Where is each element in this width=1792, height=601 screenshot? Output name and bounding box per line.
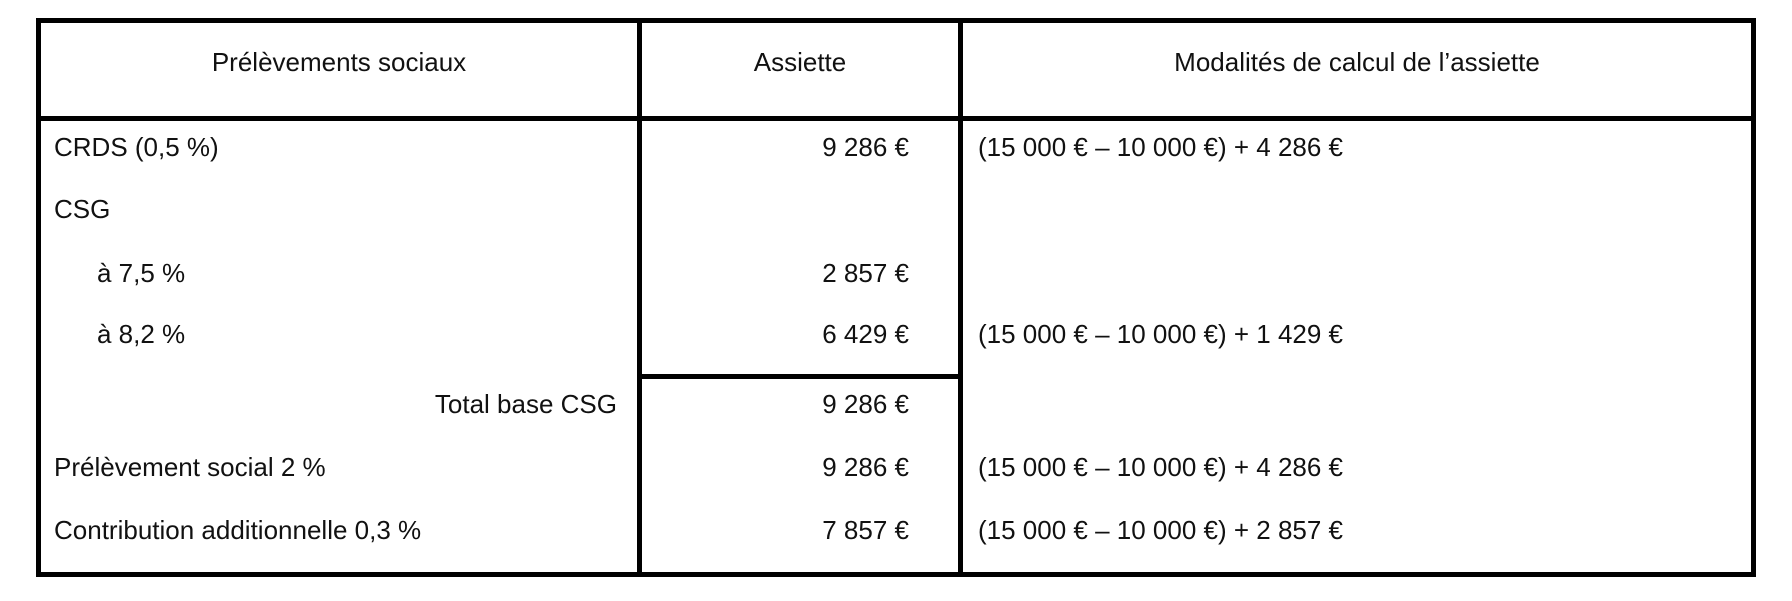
row-label-contribution: Contribution additionnelle 0,3 % xyxy=(54,515,422,545)
row-label-total-csg: Total base CSG xyxy=(434,389,617,419)
row-assiette-total-csg: 9 286 € xyxy=(822,389,909,419)
row-label-csg: CSG xyxy=(54,194,111,224)
row-calcul-csg-82: (15 000 € – 10 000 €) + 1 429 € xyxy=(978,319,1344,349)
header-modalites: Modalités de calcul de l’assiette xyxy=(1174,47,1540,77)
row-label-csg-75: à 7,5 % xyxy=(97,258,186,288)
row-calcul-prelevement-social: (15 000 € – 10 000 €) + 4 286 € xyxy=(978,452,1344,482)
row-assiette-csg-82: 6 429 € xyxy=(822,319,909,349)
row-assiette-contribution: 7 857 € xyxy=(822,515,909,545)
column-divider-2 xyxy=(958,23,963,572)
header-divider xyxy=(41,116,1751,121)
row-assiette-csg-75: 2 857 € xyxy=(822,258,909,288)
row-label-crds: CRDS (0,5 %) xyxy=(54,132,219,162)
header-assiette: Assiette xyxy=(753,47,847,77)
row-label-prelevement-social: Prélèvement social 2 % xyxy=(54,452,326,482)
row-calcul-crds: (15 000 € – 10 000 €) + 4 286 € xyxy=(978,132,1344,162)
csg-subtotal-divider xyxy=(637,374,963,379)
row-assiette-crds: 9 286 € xyxy=(822,132,909,162)
row-assiette-prelevement-social: 9 286 € xyxy=(822,452,909,482)
row-label-csg-82: à 8,2 % xyxy=(97,319,186,349)
header-prelevements: Prélèvements sociaux xyxy=(211,47,467,77)
row-calcul-contribution: (15 000 € – 10 000 €) + 2 857 € xyxy=(978,515,1344,545)
social-levies-table xyxy=(36,18,1756,577)
column-divider-1 xyxy=(637,23,642,572)
